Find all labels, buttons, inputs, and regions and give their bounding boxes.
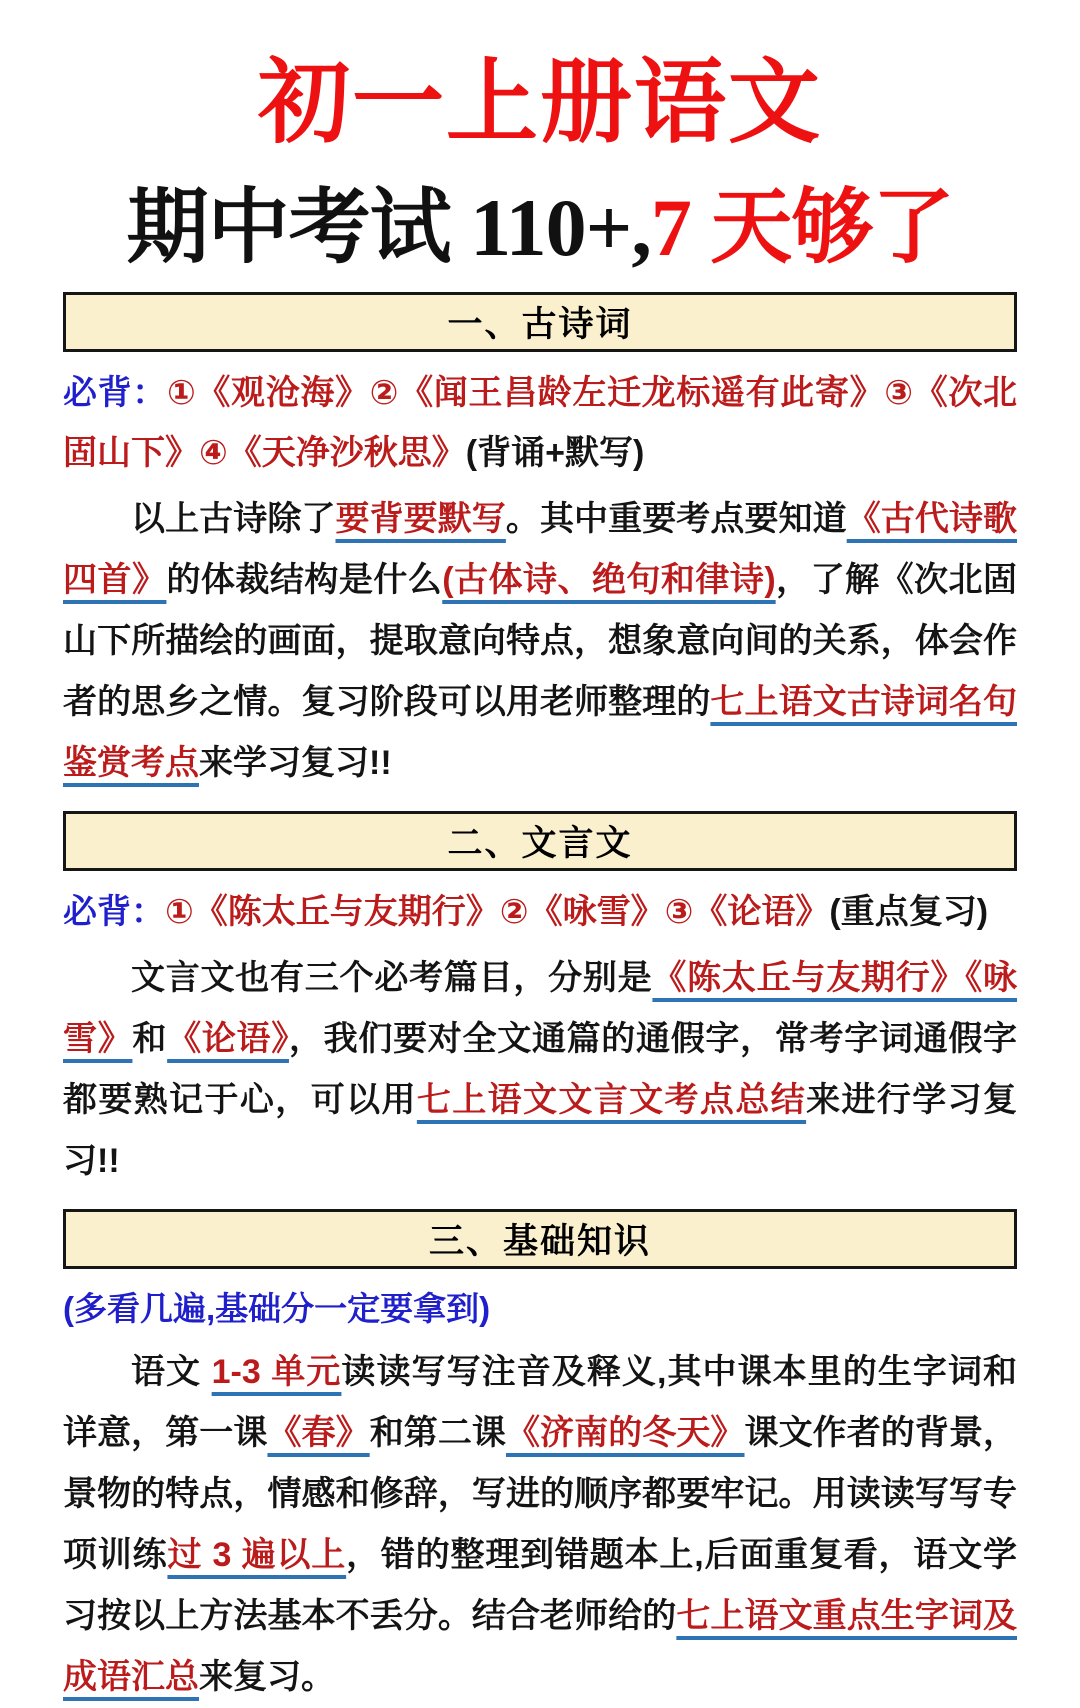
text-run-black: 和第二课 [369,1414,506,1453]
text-run-redU: 《陈太丘与友期行》《咏雪》 [63,959,1018,1059]
text-run-redU: 过 3 遍以上 [167,1536,347,1575]
text-run-black: (重点复习) [829,893,989,932]
text-run-blue: (多看几遍,基础分一定要拿到) [63,1290,491,1328]
text-run-black: 文言文也有三个必考篇目，分别是 [131,959,653,998]
text-run-black: 的体裁结构是什么 [166,561,443,600]
worksheet-page [63,0,1017,1708]
text-run-black: 课文作者的背景，景物的特点，情感和修辞，写进的顺序都要牢记。用读读写写专项训练 [63,1414,1018,1575]
basics-note-line [63,1282,1017,1336]
text-run-red: ①《陈太丘与友期行》②《咏雪》③《论语》 [165,893,830,932]
section-basic-knowledge [63,1209,1017,1708]
text-run-redU: 七上语文古诗词名句鉴赏考点 [63,683,1017,783]
section-paragraph-2 [63,948,1017,1192]
text-run-black: 读读写写注音及释义,其中课本里的生字词和详意，第一课 [63,1353,1018,1453]
text-run-redU: 要背要默写 [335,500,506,539]
text-run-redU: 《古代诗歌四首》 [63,500,1018,600]
must-memorize-line-1 [63,363,1017,483]
text-run-redU: 七上语文重点生字词及成语汇总 [63,1597,1018,1697]
section-heading-2: 二、文言文 [447,824,633,864]
text-run-black: 来进行学习复习!! [63,1081,1018,1181]
text-run-blue: 必背： [63,374,167,413]
page-title-text: 初一上册语文 [257,52,822,154]
section-ancient-poetry [63,292,1017,794]
text-run-black: ，错的整理到错题本上,后面重复看，语文学习按以上方法基本不丢分。结合老师给的 [63,1536,1017,1636]
page-title [63,52,1017,155]
text-run-redU: 《春》 [267,1414,370,1453]
text-run-blue: 必背： [63,893,165,932]
text-run-black: 语文 [131,1353,212,1392]
text-run-black: ，了解《次北固山下所描绘的画面，提取意向特点，想象意向间的关系，体会作者的思乡之情。复习阶段可以用老师整理的 [63,561,1018,722]
section-heading-1: 一、古诗词 [447,305,633,345]
page-subtitle [63,181,1017,275]
must-memorize-line-2 [63,882,1017,942]
text-run-redU: 七上语文文言文考点总结 [416,1081,807,1120]
text-run-black: 以上古诗除了 [131,500,336,539]
section-paragraph-1 [63,489,1017,794]
text-run-black: (背诵+默写) [465,434,645,473]
text-run-redU: 《论语》 [167,1020,289,1059]
text-run-black: 来学习复习!! [199,744,392,783]
text-run-black: 来复习。 [199,1658,335,1697]
text-run-redU: (古体诗、绝句和律诗) [442,561,776,600]
text-run-black: ，我们要对全文通篇的通假字，常考字词通假字都要熟记于心，可以用 [63,1020,1018,1120]
text-run-black: 和 [132,1020,168,1059]
section-heading-box-3 [63,1209,1017,1269]
section-heading-box-1 [63,292,1017,352]
section-heading-box-2 [63,811,1017,871]
text-run-redU: 1-3 单元 [211,1353,342,1392]
text-run-red: ①《观沧海》②《闻王昌龄左迁龙标遥有此寄》③《次北固山下》④《天净沙秋思》 [63,374,1017,473]
section-paragraph-3 [63,1342,1017,1708]
subtitle-red-text: 7 天够了 [650,182,954,274]
text-run-redU: 《济南的冬天》 [505,1414,745,1453]
text-run-black: 。其中重要考点要知道 [505,500,847,539]
section-classical-chinese [63,811,1017,1192]
section-heading-3: 三、基础知识 [428,1222,651,1262]
subtitle-black-text: 期中考试 110+, [126,182,651,274]
